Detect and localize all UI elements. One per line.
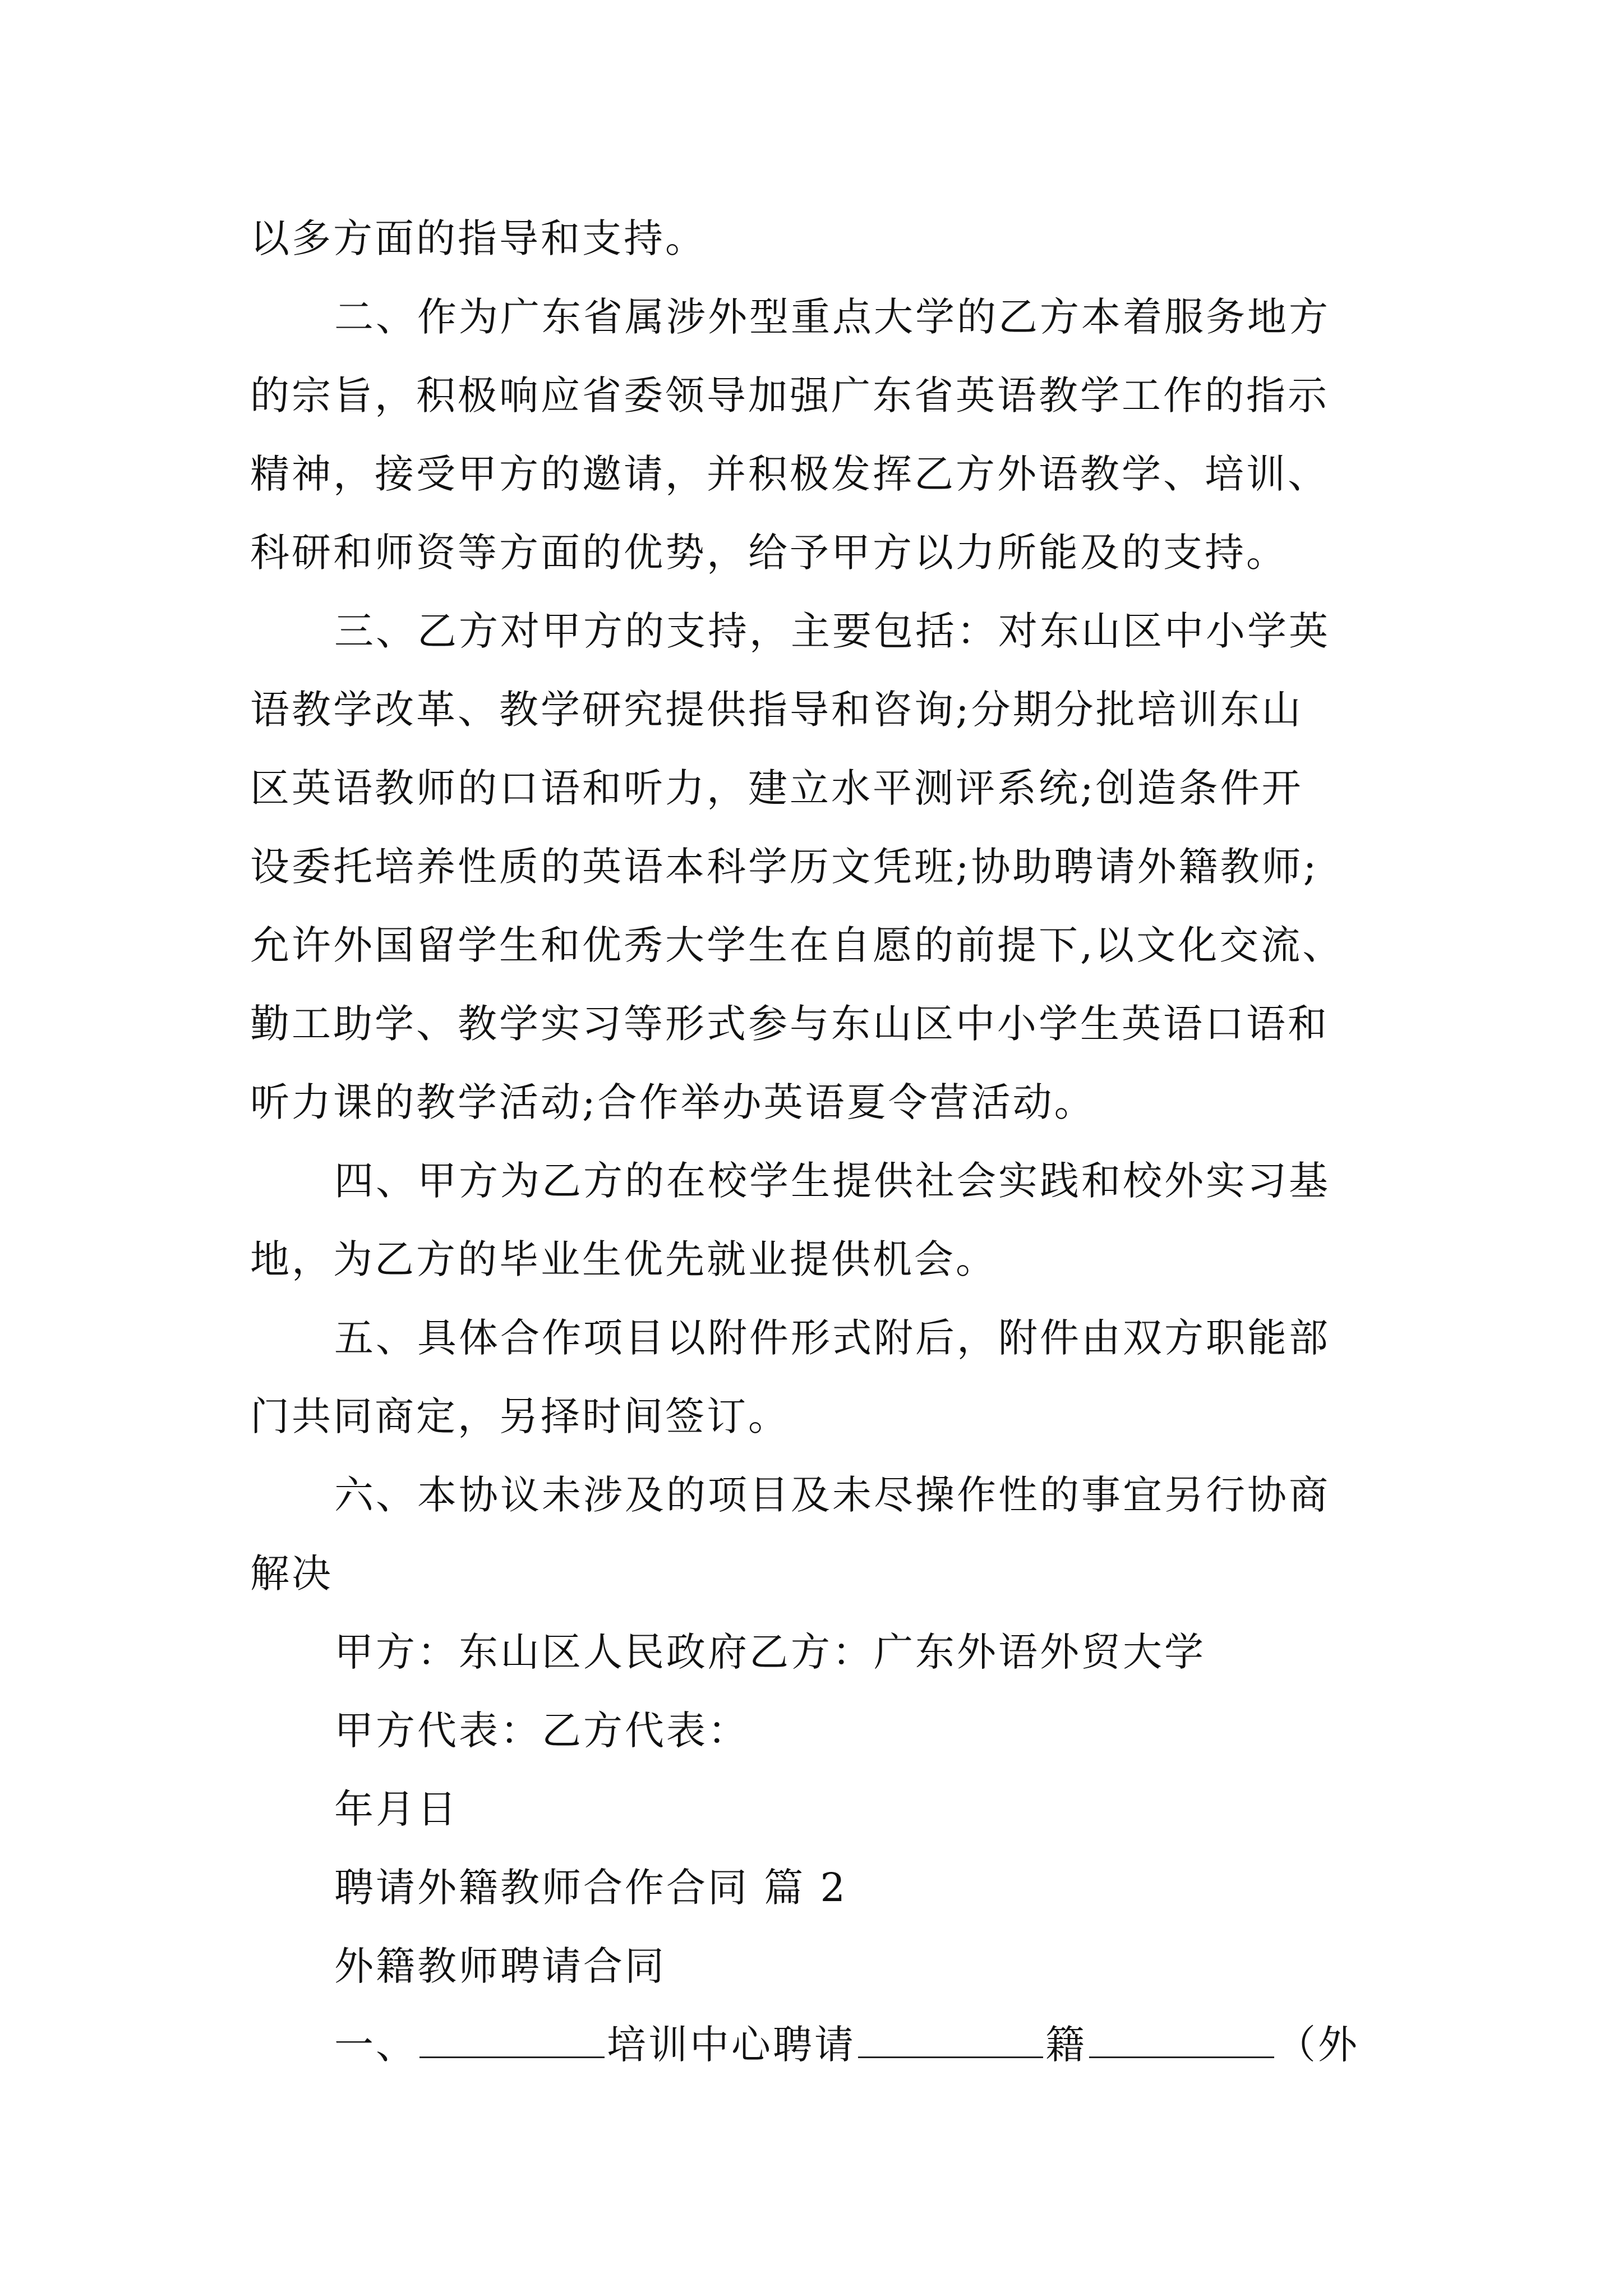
text-line: 科研和师资等方面的优势，给予甲方以力所能及的支持。: [250, 530, 1288, 576]
document-body: [250, 199, 1377, 2084]
paragraph-clause-3: [250, 592, 1377, 1142]
contract-clause-1: [250, 2005, 1377, 2084]
blank-field-nationality: [858, 2023, 1043, 2058]
text-line: 四、甲方为乙方的在校学生提供社会实践和校外实习基: [334, 1158, 1330, 1204]
signature-date: 年月日: [334, 1786, 459, 1832]
blank-field-teacher-name: [1089, 2023, 1274, 2058]
paragraph-clause-6: [250, 1456, 1377, 1613]
text-line: 六、本协议未涉及的项目及未尽操作性的事宜另行协商: [334, 1472, 1330, 1518]
clause-prefix: 一、: [334, 2022, 417, 2068]
section-heading: 聘请外籍教师合作合同 篇 2: [334, 1865, 848, 1911]
text-line: 语教学改革、教学研究提供指导和咨询;分期分批培训东山: [250, 687, 1303, 733]
text-line: 勤工助学、教学实习等形式参与东山区中小学生英语口语和: [250, 1001, 1329, 1047]
text-line: 五、具体合作项目以附件形式附后，附件由双方职能部: [334, 1315, 1330, 1361]
signature-representatives: 甲方代表：乙方代表：: [334, 1708, 749, 1754]
paragraph-clause-2: [250, 278, 1377, 592]
clause-text: 培训中心聘请: [607, 2022, 856, 2068]
section-2: [250, 1848, 1377, 2084]
signature-parties: 甲方：东山区人民政府乙方：广东外语外贸大学: [334, 1629, 1206, 1675]
clause-text: 籍: [1045, 2022, 1087, 2068]
text-line: 区英语教师的口语和听力，建立水平测评系统;创造条件开: [250, 765, 1303, 811]
text-line: 听力课的教学活动;合作举办英语夏令营活动。: [250, 1079, 1096, 1125]
clause-text: （外: [1276, 2022, 1359, 2068]
text-line: 地，为乙方的毕业生优先就业提供机会。: [250, 1236, 997, 1282]
text-line: 门共同商定，另择时间签订。: [250, 1393, 790, 1439]
paragraph-clause-5: [250, 1299, 1377, 1456]
text-line: 允许外国留学生和优秀大学生在自愿的前提下,以文化交流、: [250, 922, 1344, 968]
text-line: 解决: [250, 1550, 333, 1596]
paragraph-clause-4: [250, 1142, 1377, 1299]
text-line: 三、乙方对甲方的支持，主要包括：对东山区中小学英: [334, 608, 1330, 654]
blank-field-training-center: [419, 2023, 605, 2058]
text-line: 以多方面的指导和支持。: [250, 215, 707, 261]
text-line: 的宗旨，积极响应省委领导加强广东省英语教学工作的指示: [250, 372, 1329, 418]
text-line: 二、作为广东省属涉外型重点大学的乙方本着服务地方: [334, 294, 1330, 340]
text-line: 精神，接受甲方的邀请，并积极发挥乙方外语教学、培训、: [250, 451, 1329, 497]
signature-block: [250, 1613, 1377, 1848]
contract-title: 外籍教师聘请合同: [334, 1943, 666, 1989]
text-line: 设委托培养性质的英语本科学历文凭班;协助聘请外籍教师;: [250, 844, 1319, 890]
